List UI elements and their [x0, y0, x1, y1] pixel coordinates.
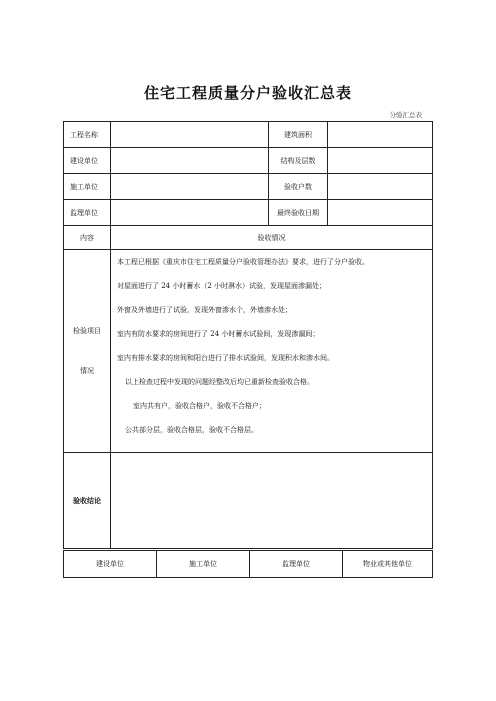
acceptance-households-label: 验收户数 — [269, 174, 328, 200]
inspection-line: 本工程已根据《重庆市住宅工程质量分户验收管理办法》要求，进行了分户验收。 — [117, 258, 369, 266]
acceptance-status-header: 验收情况 — [111, 226, 433, 250]
inspection-label-line1: 检验项目 — [73, 327, 101, 335]
acceptance-households-field[interactable] — [328, 174, 433, 200]
inspection-details — [111, 250, 433, 453]
table-row — [64, 174, 433, 200]
content-header: 内容 — [64, 226, 111, 250]
inspection-line: 室内有排水要求的房间和阳台进行了排水试验间，发现积水和渗水间。 — [117, 354, 334, 362]
document-title: 住宅工程质量分户验收汇总表 — [143, 84, 352, 102]
acceptance-summary-table — [63, 121, 433, 549]
table-row — [64, 453, 433, 549]
construction-unit-label: 建设单位 — [64, 148, 111, 174]
inspection-line: 以上检查过程中发现的问题经整改后均已重新检查验收合格。 — [125, 378, 314, 386]
table-row — [64, 250, 433, 453]
inspection-line: 室内有防水要求的房间进行了 24 小时蓄水试验间，发现渗漏间； — [117, 330, 320, 338]
table-row — [64, 226, 433, 250]
inspection-line: 室内共有户，验收合格户，验收不合格户； — [133, 402, 266, 410]
conclusion-label: 验收结论 — [64, 453, 111, 549]
supervisor-field[interactable] — [111, 200, 269, 226]
project-name-field[interactable] — [111, 122, 269, 148]
signature-property-other[interactable]: 物业或其他单位 — [343, 551, 433, 578]
inspection-line: 公共部分层，验收合格层，验收不合格层。 — [125, 426, 258, 434]
builder-label: 施工单位 — [64, 174, 111, 200]
structure-floors-label: 结构及层数 — [269, 148, 328, 174]
table-row — [64, 148, 433, 174]
inspection-items-label — [64, 250, 111, 453]
table-row — [64, 200, 433, 226]
inspection-line: 对屋面进行了 24 小时蓄水（2 小时淋水）试验，发现屋面渗漏处； — [117, 282, 327, 290]
signature-construction-unit[interactable]: 建设单位 — [64, 551, 157, 578]
structure-floors-field[interactable] — [328, 148, 433, 174]
signature-table — [63, 550, 433, 578]
acceptance-date-field[interactable] — [328, 200, 433, 226]
building-area-label: 建筑面积 — [269, 122, 328, 148]
building-area-field[interactable] — [328, 122, 433, 148]
document-subtitle: 分验汇总表 — [389, 111, 422, 119]
inspection-label-line2: 情况 — [80, 367, 94, 375]
builder-field[interactable] — [111, 174, 269, 200]
project-name-label: 工程名称 — [64, 122, 111, 148]
inspection-line: 外窗及外墙进行了试验，发现外窗渗水个，外墙渗水处； — [117, 306, 292, 314]
signature-row — [64, 551, 433, 578]
signature-builder[interactable]: 施工单位 — [157, 551, 250, 578]
signature-supervisor[interactable]: 监理单位 — [250, 551, 343, 578]
supervisor-label: 监理单位 — [64, 200, 111, 226]
construction-unit-field[interactable] — [111, 148, 269, 174]
table-row — [64, 122, 433, 148]
conclusion-field[interactable] — [111, 453, 433, 549]
acceptance-date-label: 最终验收日期 — [269, 200, 328, 226]
